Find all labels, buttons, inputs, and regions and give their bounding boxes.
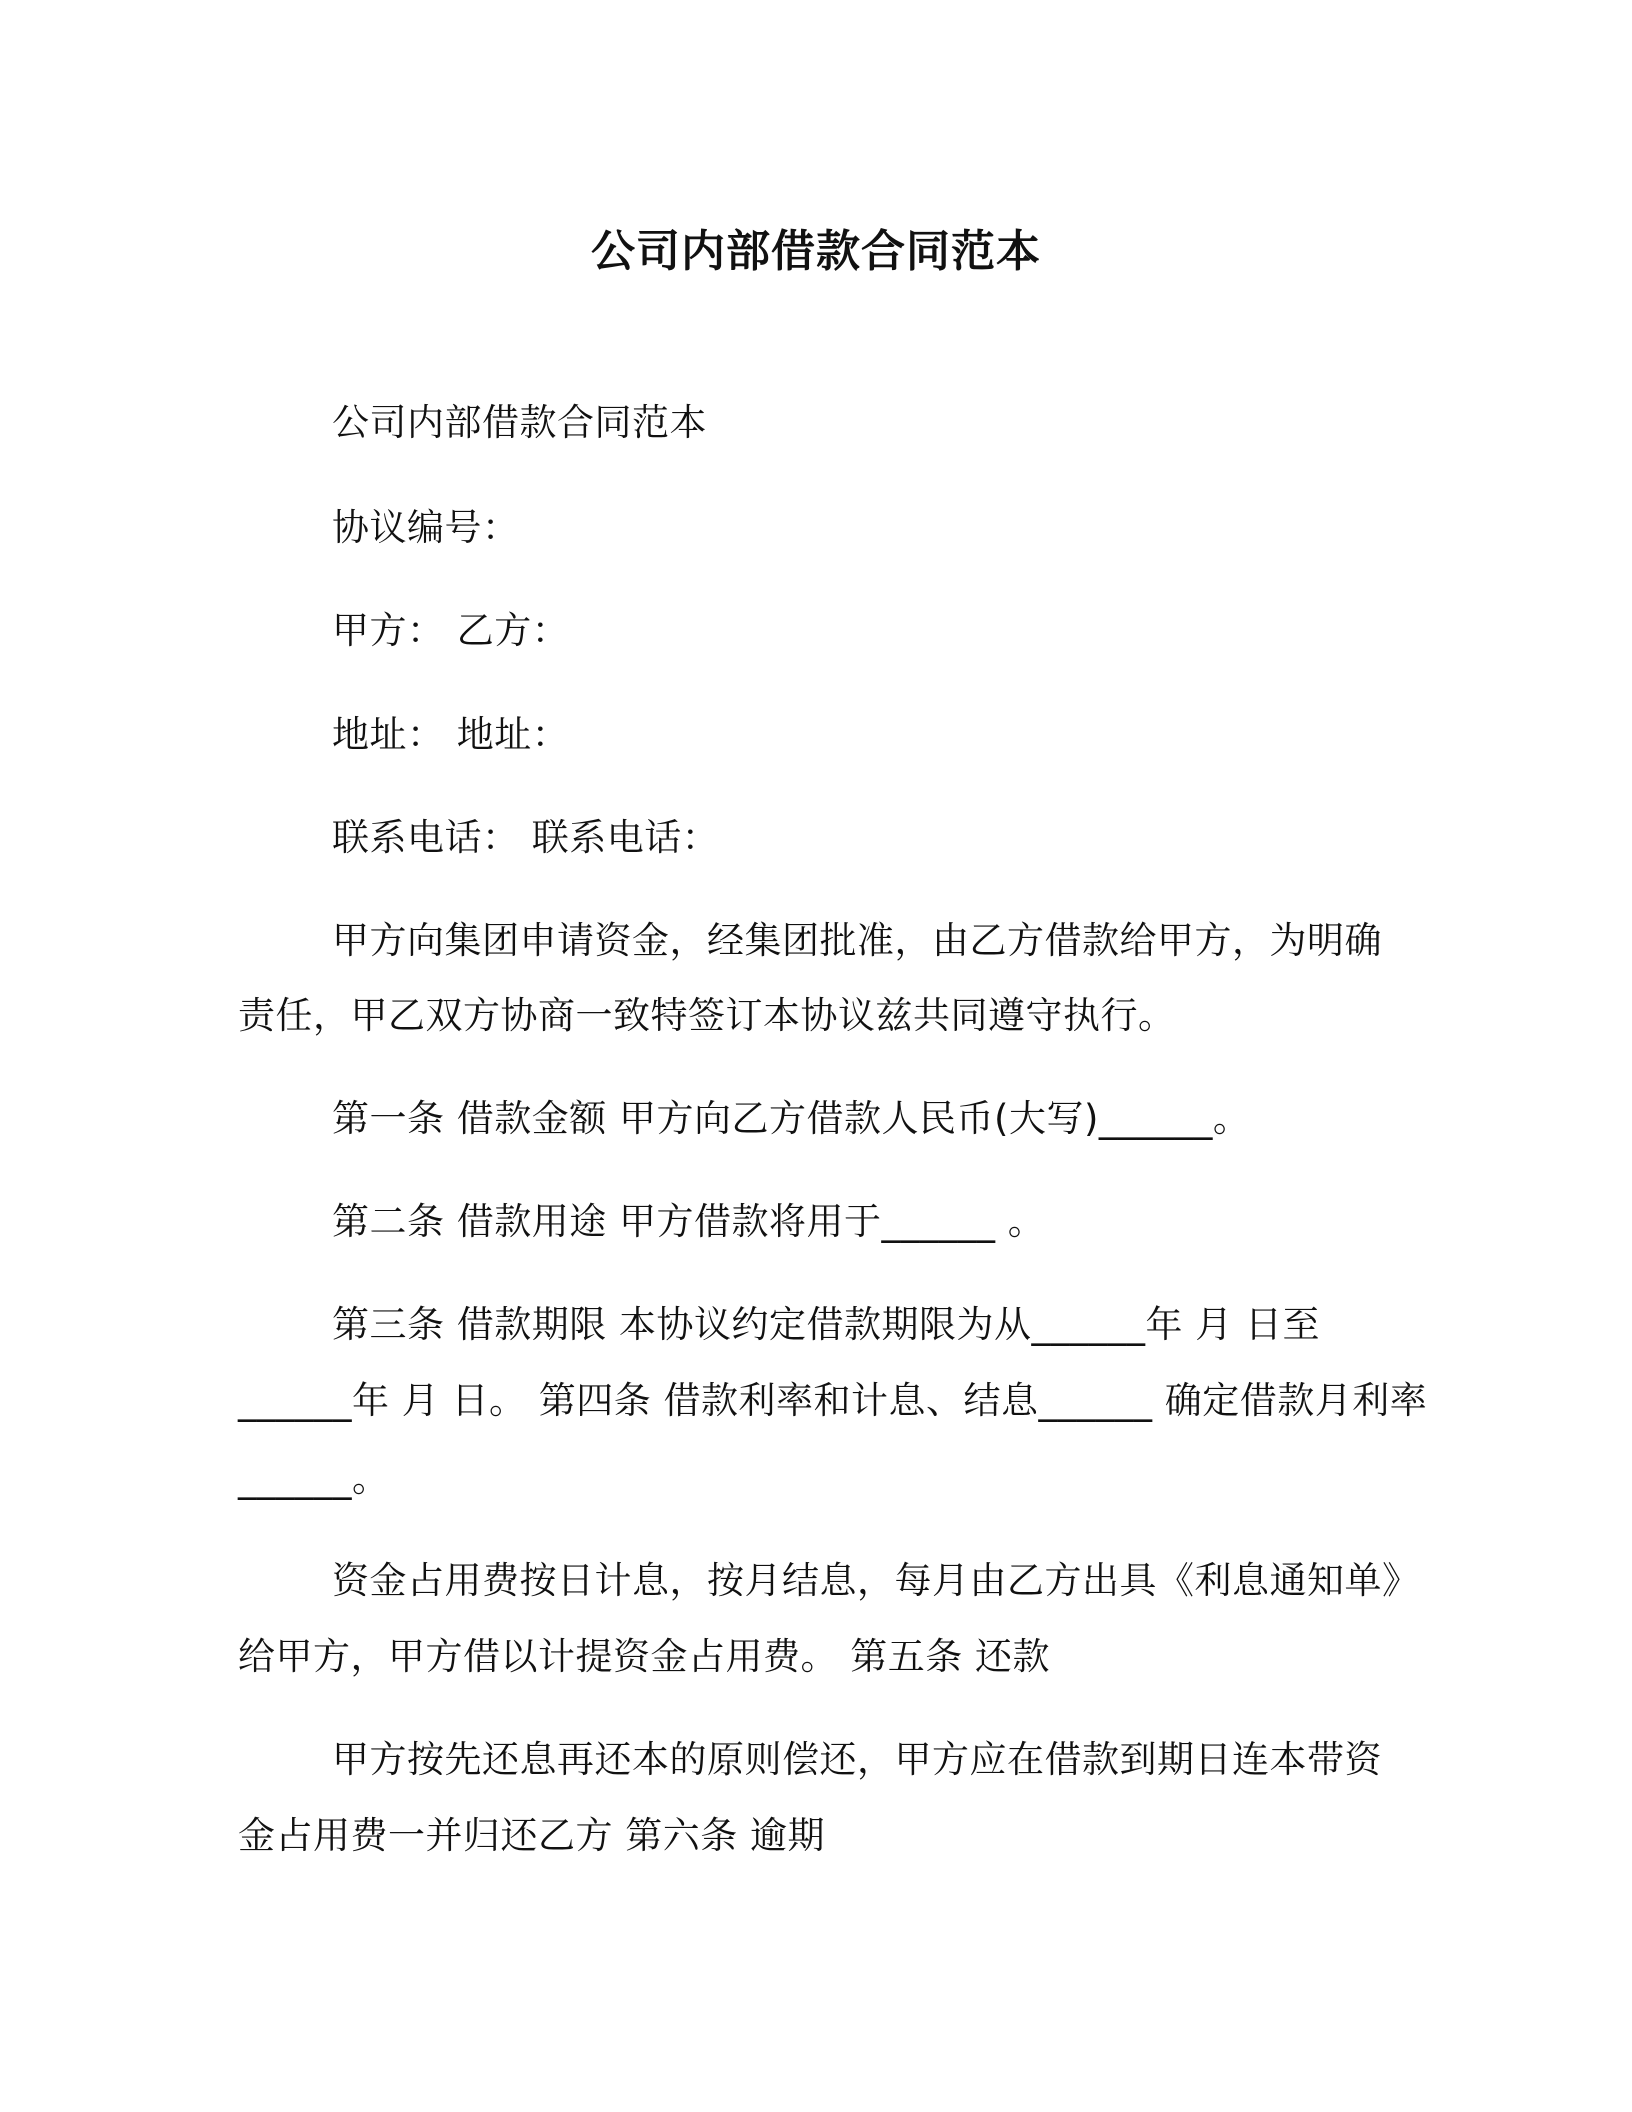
article-1-line: 第一条 借款金额 甲方向乙方借款人民币(大写)______。 <box>332 1097 1251 1140</box>
preamble-line-1: 甲方向集团申请资金，经集团批准，由乙方借款给甲方，为明确 <box>332 919 1382 962</box>
article-2-line: 第二条 借款用途 甲方借款将用于______ 。 <box>332 1200 1046 1243</box>
article-3-line-2: ______年 月 日。 第四条 借款利率和计息、结息______ 确定借款月利率 <box>238 1379 1428 1422</box>
interest-line-2: 给甲方，甲方借以计提资金占用费。 第五条 还款 <box>238 1635 1051 1678</box>
phone-line: 联系电话： 联系电话： <box>332 816 720 859</box>
repayment-line-2: 金占用费一并归还乙方 第六条 逾期 <box>238 1814 826 1857</box>
parties-line: 甲方： 乙方： <box>332 609 570 652</box>
document-title: 公司内部借款合同范本 <box>591 226 1041 277</box>
repayment-line-1: 甲方按先还息再还本的原则偿还，甲方应在借款到期日连本带资 <box>332 1738 1382 1781</box>
article-3-line-3: ______。 <box>238 1457 390 1500</box>
address-line: 地址： 地址： <box>332 713 570 756</box>
agreement-number-line: 协议编号： <box>332 506 520 549</box>
subtitle-line: 公司内部借款合同范本 <box>332 401 707 444</box>
preamble-line-2: 责任，甲乙双方协商一致特签订本协议兹共同遵守执行。 <box>238 994 1176 1037</box>
interest-line-1: 资金占用费按日计息，按月结息，每月由乙方出具《利息通知单》 <box>332 1559 1420 1602</box>
article-3-line-1: 第三条 借款期限 本协议约定借款期限为从______年 月 日至 <box>332 1303 1321 1346</box>
